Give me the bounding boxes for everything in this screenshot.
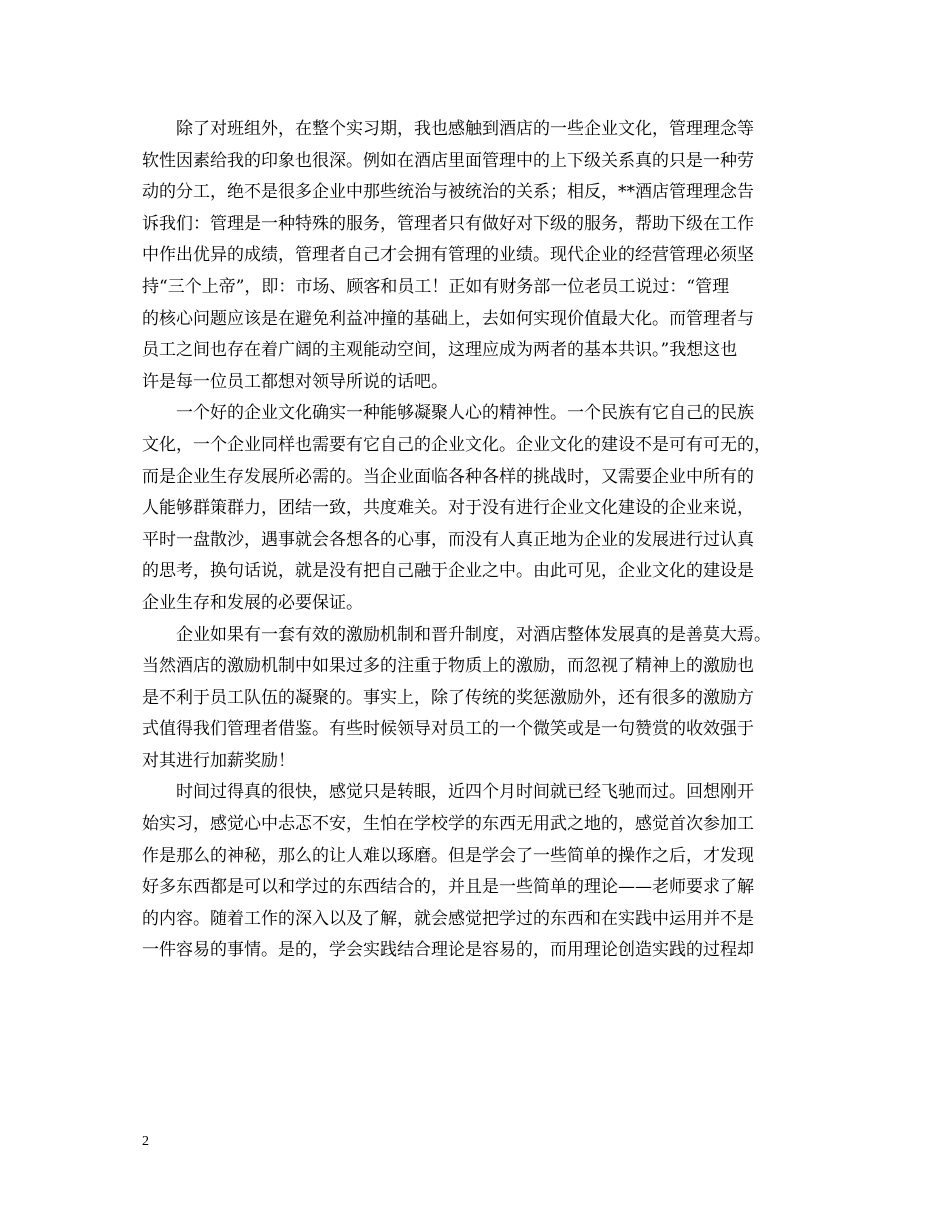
text-line: 许是每一位员工都想对领导所说的话吧。 xyxy=(142,371,448,392)
text-line: 企业生存和发展的必要保证。 xyxy=(142,592,363,613)
text-line: 人能够群策群力，团结一致，共度难关。对于没有进行企业文化建设的企业来说， xyxy=(142,498,754,519)
text-line: 诉我们：管理是一种特殊的服务，管理者只有做好对下级的服务，帮助下级在工作 xyxy=(142,213,754,234)
body-text xyxy=(142,114,822,967)
text-line: 作是那么的神秘，那么的让人难以琢磨。但是学会了一些简单的操作之后，才发现 xyxy=(142,845,754,866)
paragraph-1 xyxy=(142,114,822,398)
text-line: 时间过得真的很快，感觉只是转眼，近四个月时间就已经飞驰而过。回想刚开 xyxy=(176,782,754,803)
text-line: 平时一盘散沙，遇事就会各想各的心事，而没有人真正地为企业的发展进行过认真 xyxy=(142,529,754,550)
text-line: 的内容。随着工作的深入以及了解，就会感觉把学过的东西和在实践中运用并不是 xyxy=(142,908,754,929)
text-line: 始实习，感觉心中忐忑不安，生怕在学校学的东西无用武之地的，感觉首次参加工 xyxy=(142,814,754,835)
text-line: 当然酒店的激励机制中如果过多的注重于物质上的激励，而忽视了精神上的激励也 xyxy=(142,656,754,677)
text-line: 中作出优异的成绩，管理者自己才会拥有管理的业绩。现代企业的经营管理必须坚 xyxy=(142,245,754,266)
text-line: 是不利于员工队伍的凝聚的。事实上，除了传统的奖惩激励外，还有很多的激励方 xyxy=(142,687,754,708)
text-line: 的思考，换句话说，就是没有把自己融于企业之中。由此可见，企业文化的建设是 xyxy=(142,561,754,582)
text-line: 企业如果有一套有效的激励机制和晋升制度，对酒店整体发展真的是善莫大焉。 xyxy=(176,624,771,645)
paragraph-3 xyxy=(142,620,822,778)
text-line: 一个好的企业文化确实一种能够凝聚人心的精神性。一个民族有它自己的民族 xyxy=(176,403,754,424)
text-line: 而是企业生存发展所必需的。当企业面临各种各样的挑战时，又需要企业中所有的 xyxy=(142,466,754,487)
paragraph-4 xyxy=(142,777,822,967)
text-line: 对其进行加薪奖励！ xyxy=(142,750,295,771)
text-line: 文化，一个企业同样也需要有它自己的企业文化。企业文化的建设不是可有可无的， xyxy=(142,434,771,455)
text-line: 员工之间也存在着广阔的主观能动空间，这理应成为两者的基本共识。”我想这也 xyxy=(142,340,738,361)
text-line: 除了对班组外，在整个实习期，我也感触到酒店的一些企业文化，管理理念等 xyxy=(176,119,754,139)
text-line: 的核心问题应该是在避免利益冲撞的基础上，去如何实现价值最大化。而管理者与 xyxy=(142,308,754,329)
text-line: 持“三个上帝”，即：市场、顾客和员工！正如有财务部一位老员工说过：“管理 xyxy=(142,276,730,297)
text-line: 式值得我们管理者借鉴。有些时候领导对员工的一个微笑或是一句赞赏的收效强于 xyxy=(142,719,754,740)
page-number: 2 xyxy=(142,1134,149,1149)
text-line: 动的分工，绝不是很多企业中那些统治与被统治的关系；相反，**酒店管理理念告 xyxy=(142,182,754,203)
text-line: 软性因素给我的印象也很深。例如在酒店里面管理中的上下级关系真的只是一种劳 xyxy=(142,150,754,171)
text-line: 好多东西都是可以和学过的东西结合的，并且是一些简单的理论——老师要求了解 xyxy=(142,877,754,898)
text-line: 一件容易的事情。是的，学会实践结合理论是容易的，而用理论创造实践的过程却 xyxy=(142,940,754,961)
paragraph-2 xyxy=(142,398,822,619)
